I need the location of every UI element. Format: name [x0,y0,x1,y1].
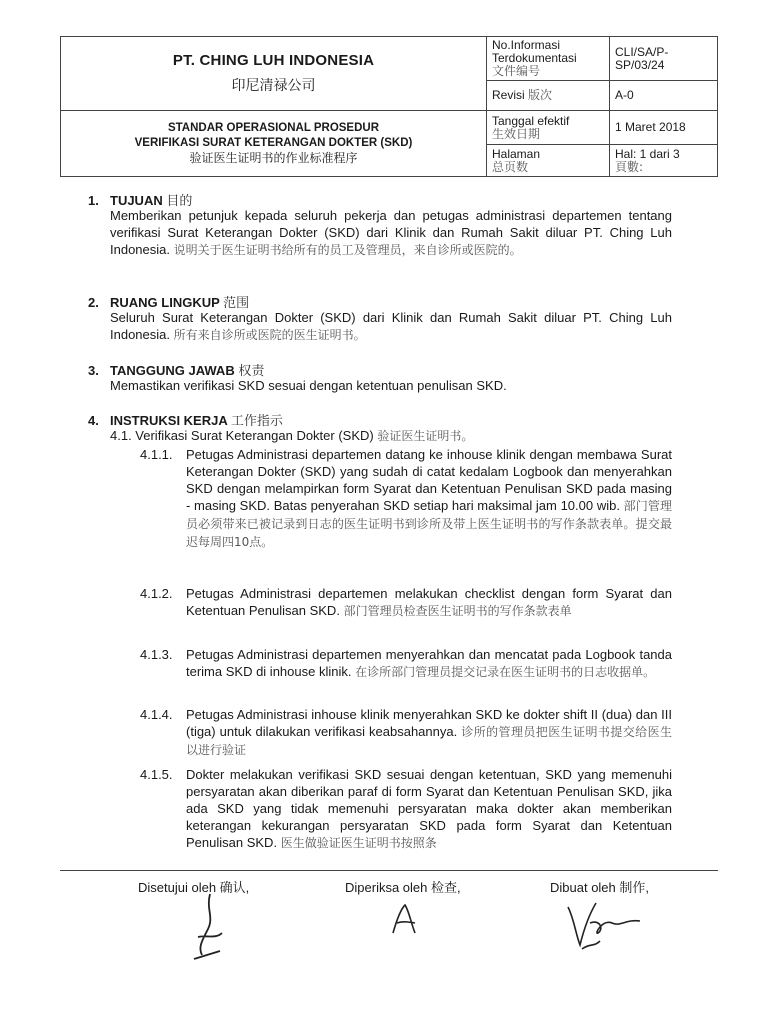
meta-value-docno: CLI/SA/P-SP/03/24 [610,37,718,81]
subsection-title: 4.1. Verifikasi Surat Keterangan Dokter (SKD) [110,428,374,443]
section-number: 2. [88,295,99,310]
meta-label-cn: 生效日期 [492,126,541,141]
instruction-item-4 [140,706,672,759]
meta-label-text: Halaman [492,146,541,161]
instruction-item-1 [140,446,672,551]
section-3-text: Memastikan verifikasi SKD sesuai dengan ketentuan penulisan SKD. [110,378,507,393]
meta-label-text: Revisi [492,88,525,102]
section-title: RUANG LINGKUP [110,295,220,310]
document-header [60,36,718,177]
company-cell [61,37,487,111]
item-text: Petugas Administrasi departemen menyerahkan dan mencatat pada Logbook tanda terima SKD di inhouse klinik. [186,647,672,679]
section-text-cn: 所有来自诊所或医院的医生证明书。 [173,328,366,342]
made-signature [560,889,650,959]
item-number: 4.1.5. [140,767,173,782]
item-text-cn: 部门管理员检查医生证明书的写作条款表单 [343,604,572,618]
sop-title-line2: VERIFIKASI SURAT KETERANGAN DOKTER (SKD) [134,137,413,149]
section-text: Memberikan petunjuk kepada seluruh pekerja dan petugas administrasi departemen tentang verifikasi Surat Keterangan Dokter (SKD) dari Klinik dan Rumah Sakit diluar PT. Ching Luh Indonesia. [110,208,672,257]
section-number: 3. [88,363,99,378]
meta-label-text: No.Informasi Terdokumentasi [492,38,577,65]
page-value-cn: 頁數: [615,159,644,174]
meta-label-page [487,145,610,177]
meta-value-page [610,145,718,177]
section-title: TUJUAN [110,193,163,208]
item-number: 4.1.3. [140,647,173,662]
subsection-4-1 [110,427,473,444]
item-text-cn: 部门管理员必须带来已被记录到日志的医生证明书到诊所及带上医生证明书的写作条款表单。提交最迟每周四10点。 [186,499,672,549]
made-by-label: Dibuat oleh 制作, [550,880,649,895]
section-text: Seluruh Surat Keterangan Dokter (SKD) dari Klinik dan Rumah Sakit diluar PT. Ching Luh Indonesia. [110,310,672,342]
meta-value-revision: A-0 [610,81,718,111]
section-title: TANGGUNG JAWAB [110,363,235,378]
section-title-cn: 目的 [166,194,193,209]
sop-title-cell [61,111,487,177]
meta-label-text: Tanggal efektif [492,113,570,128]
item-text-cn: 医生做验证医生证明书按照条 [280,836,437,850]
meta-label-cn: 文件编号 [492,64,541,78]
section-text-cn: 说明关于医生证明书给所有的员工及管理员，来自诊所或医院的。 [173,243,522,257]
item-number: 4.1.2. [140,586,173,601]
meta-label-effective [487,111,610,145]
checked-by-label: Diperiksa oleh 检查, [345,880,461,895]
section-title-cn: 工作指示 [230,414,283,429]
section-2-text [110,309,672,344]
section-1-text [110,207,672,259]
section-title-cn: 范围 [223,296,250,311]
section-number: 4. [88,413,99,428]
meta-label-cn: 总页数 [492,159,529,174]
item-text-cn: 诊所的管理员把医生证明书提交给医生以进行验证 [186,725,672,757]
signature-section [60,870,718,1001]
item-text: Dokter melakukan verifikasi SKD sesuai dengan ketentuan, SKD yang memenuhi persyaratan akan diberikan paraf di form Syarat dan Ketentuan Penulisan SKD, jika ada SKD yang tidak memenuhi persyaratan maka dokter akan memberikan keterangan kekurangan persyaratan SKD pada form Syarat dan Ketentuan Penulisan SKD. [186,767,672,850]
item-text: Petugas Administrasi departemen datang ke inhouse klinik dengan membawa Surat Keterangan Dokter (SKD) yang sudah di catat kedalam Logbook dan menyerahkan SKD dengan melampirkan form Syarat dan Ketentuan Penulisan SKD pada masing - masing SKD. Batas penyerahan SKD setiap hari maksimal jam 10.00 wib. [186,447,672,513]
item-number: 4.1.4. [140,707,173,722]
meta-label-revision [487,81,610,111]
section-number: 1. [88,193,99,208]
company-name-cn: 印尼清禄公司 [231,78,316,94]
instruction-item-3 [140,646,672,681]
item-text-cn: 在诊所部门管理员提交记录在医生证明书的日志收据单。 [355,665,656,679]
checked-signature [385,901,425,937]
instruction-item-2 [140,585,672,620]
approved-signature [180,889,240,969]
page-value-text: Hal: 1 dari 3 [615,146,680,161]
meta-value-effective: 1 Maret 2018 [610,111,718,145]
company-name: PT. CHING LUH INDONESIA [172,52,375,69]
sop-title-cn: 验证医生证明书的作业标准程序 [189,151,358,165]
sop-title-line1: STANDAR OPERASIONAL PROSEDUR [167,122,380,134]
instruction-item-5 [140,766,672,852]
approved-by-label: Disetujui oleh 确认, [138,880,250,895]
meta-label-docno [487,37,610,81]
meta-label-cn: 版次 [528,88,553,102]
subsection-title-cn: 验证医生证明书。 [377,429,474,443]
item-text: Petugas Administrasi departemen melakukan checklist dengan form Syarat dan Ketentuan Penulisan SKD. [186,586,672,618]
item-text: Petugas Administrasi inhouse klinik menyerahkan SKD ke dokter shift II (dua) dan III (tiga) untuk dilakukan verifikasi keabsahannya. [186,707,672,739]
section-title: INSTRUKSI KERJA [110,413,228,428]
section-title-cn: 权责 [238,364,265,379]
item-number: 4.1.1. [140,447,173,462]
